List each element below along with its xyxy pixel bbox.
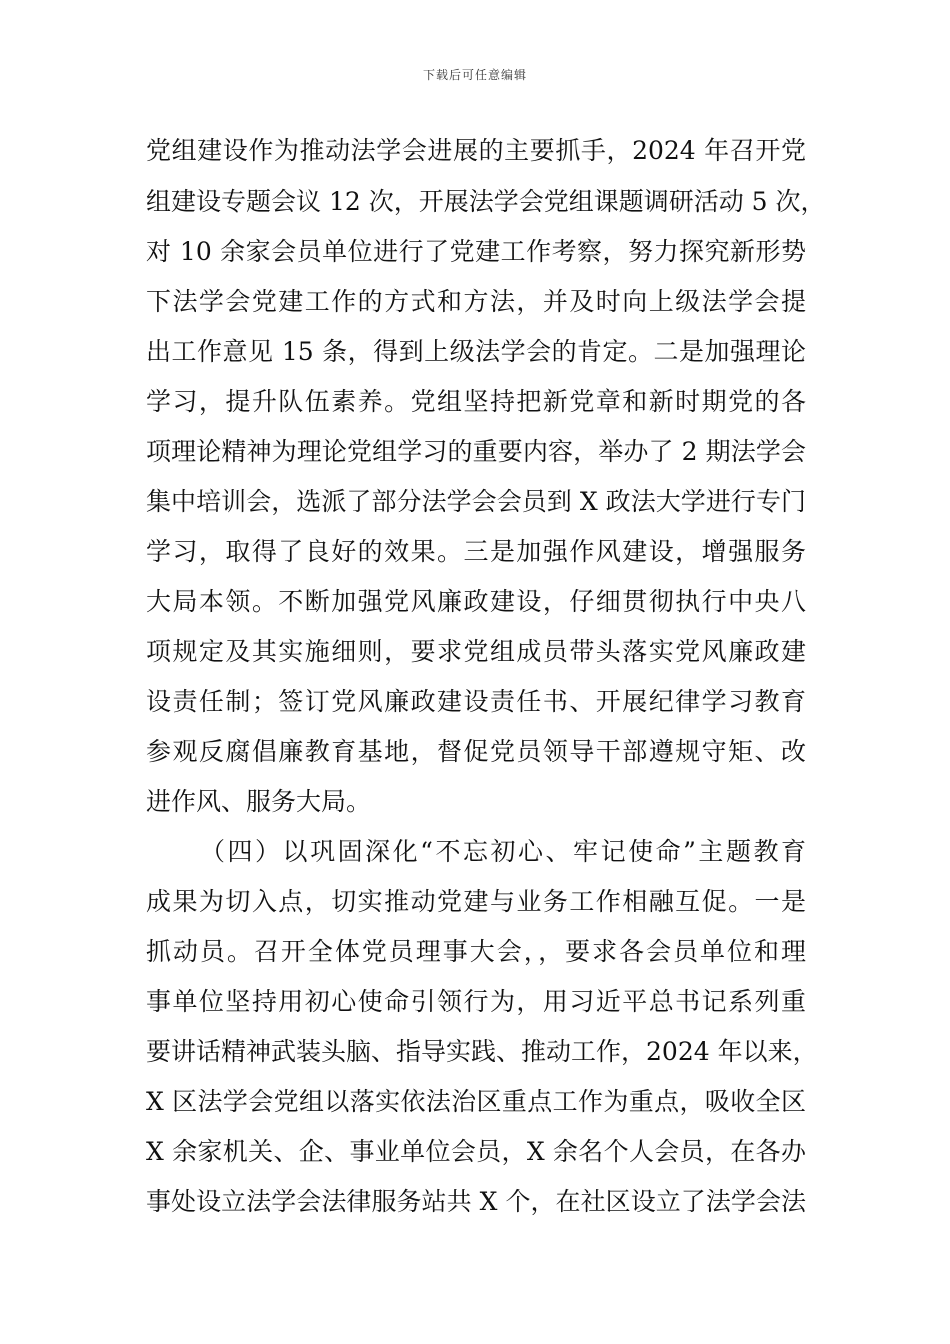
paragraph-line: 大局本领。不断加强党风廉政建设，仔细贯彻执行中央八 <box>146 587 806 616</box>
paragraph-line: 学习，提升队伍素养。党组坚持把新党章和新时期党的各 <box>146 387 806 416</box>
paragraph-line: 项理论精神为理论党组学习的重要内容，举办了 2 期法学会 <box>146 437 806 466</box>
paragraph-line: 抓动员。召开全体党员理事大会，，要求各会员单位和理 <box>146 937 806 966</box>
paragraph-line: 出工作意见 15 条，得到上级法学会的肯定。二是加强理论 <box>146 337 806 366</box>
paragraph-line: 组建设专题会议 12 次，开展法学会党组课题调研活动 5 次， <box>146 187 826 216</box>
paragraph-line: 要讲话精神武装头脑、指导实践、推动工作，2024 年以来， <box>146 1037 818 1066</box>
paragraph-line: 事单位坚持用初心使命引领行为，用习近平总书记系列重 <box>146 987 806 1016</box>
paragraph-line: X 余家机关、企、事业单位会员，X 余名个人会员，在各办 <box>146 1137 806 1166</box>
paragraph-line: X 区法学会党组以落实依法治区重点工作为重点，吸收全区 <box>146 1087 806 1116</box>
paragraph-line: 项规定及其实施细则，要求党组成员带头落实党风廉政建 <box>146 637 806 666</box>
paragraph-line: 学习，取得了良好的效果。三是加强作风建设，增强服务 <box>146 537 806 566</box>
page-header-note: 下载后可任意编辑 <box>422 68 527 82</box>
paragraph-line: 集中培训会，选派了部分法学会会员到 X 政法大学进行专门 <box>146 487 806 516</box>
paragraph-line: 参观反腐倡廉教育基地，督促党员领导干部遵规守矩、改 <box>146 737 806 766</box>
paragraph-line: 下法学会党建工作的方式和方法，并及时向上级法学会提 <box>146 287 806 316</box>
paragraph-line: 事处设立法学会法律服务站共 X 个，在社区设立了法学会法 <box>146 1187 806 1216</box>
paragraph-line: 设责任制；签订党风廉政建设责任书、开展纪律学习教育 <box>146 687 806 716</box>
paragraph-line: 进作风、服务大局。 <box>146 787 372 816</box>
paragraph-line: （四）以巩固深化“不忘初心、牢记使命”主题教育 <box>200 837 806 866</box>
paragraph-line: 成果为切入点，切实推动党建与业务工作相融互促。一是 <box>146 887 806 916</box>
paragraph-line: 对 10 余家会员单位进行了党建工作考察，努力探究新形势 <box>146 237 806 266</box>
paragraph-line: 党组建设作为推动法学会进展的主要抓手，2024 年召开党 <box>146 136 806 165</box>
